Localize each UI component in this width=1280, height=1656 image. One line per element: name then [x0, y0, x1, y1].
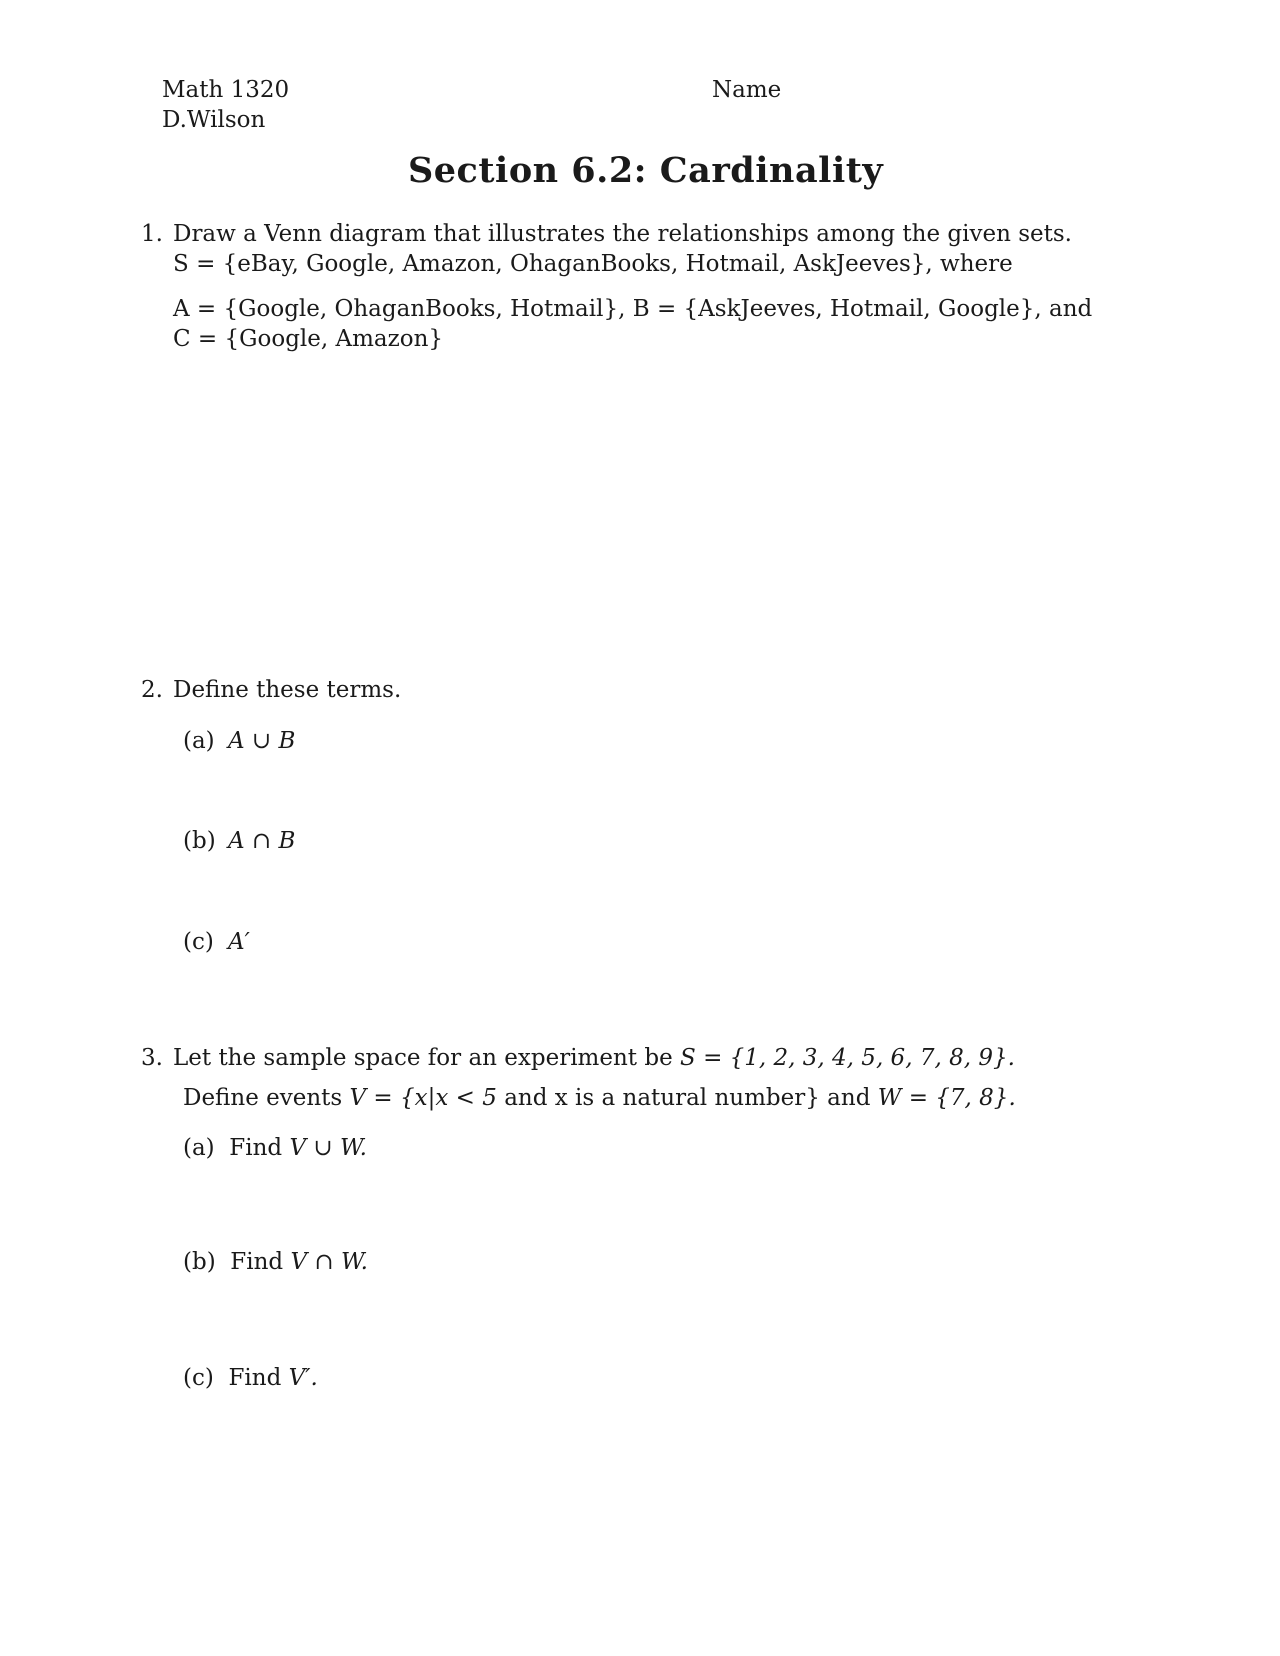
q2-part-a-label: (a): [183, 728, 215, 754]
q3-part-a: [183, 1133, 367, 1163]
q1-line1: Draw a Venn diagram that illustrates the relationships among the given sets.: [173, 221, 1072, 247]
q3-part-c-expr: V′.: [288, 1365, 318, 1391]
q3-part-c-label: (c): [183, 1365, 214, 1391]
q3-part-b: [183, 1247, 368, 1277]
q3-line2-a: Define events: [183, 1085, 343, 1111]
q2-part-b-label: (b): [183, 828, 216, 854]
q3-sample-space: S = {1, 2, 3, 4, 5, 6, 7, 8, 9}.: [680, 1045, 1015, 1071]
q3-part-a-expr: V ∪ W.: [289, 1135, 367, 1161]
q2-number: 2.: [141, 677, 163, 703]
q1-line3: A = {Google, OhaganBooks, Hotmail}, B = {AskJeeves, Hotmail, Google}, and: [173, 296, 1093, 322]
q3-line2-b: and x is a natural number} and: [504, 1085, 871, 1111]
q2-part-b-expr: A ∩ B: [228, 828, 296, 854]
q3-event-v: V = {x|x < 5: [349, 1085, 497, 1111]
q3-line1-text: Let the sample space for an experiment be: [173, 1045, 673, 1071]
q3-number: 3.: [141, 1045, 163, 1071]
q3-part-c-text: Find: [228, 1365, 282, 1391]
q3-part-a-text: Find: [229, 1135, 283, 1161]
q1-line2: S = {eBay, Google, Amazon, OhaganBooks, Hotmail, AskJeeves}, where: [173, 251, 1013, 277]
q2-part-c-expr: A′: [228, 929, 250, 955]
page-title: Section 6.2: Cardinality: [408, 150, 884, 191]
q1-number: 1.: [141, 221, 163, 247]
q3-part-c: [183, 1363, 318, 1393]
course-label: Math 1320: [162, 77, 290, 103]
q3-part-b-expr: V ∩ W.: [290, 1249, 368, 1275]
name-label: Name: [712, 77, 782, 103]
q2-prompt: Define these terms.: [173, 677, 402, 703]
q3-part-b-text: Find: [230, 1249, 284, 1275]
q3-line2: [183, 1083, 1016, 1113]
q3-part-b-label: (b): [183, 1249, 216, 1275]
q2-part-c-label: (c): [183, 929, 214, 955]
q1-line4: C = {Google, Amazon}: [173, 326, 444, 352]
q2-part-a-expr: A ∪ B: [228, 728, 296, 754]
q3-event-w: W = {7, 8}.: [877, 1085, 1016, 1111]
instructor-label: D.Wilson: [162, 107, 266, 133]
q3-part-a-label: (a): [183, 1135, 215, 1161]
q3-line1: [173, 1043, 1015, 1073]
